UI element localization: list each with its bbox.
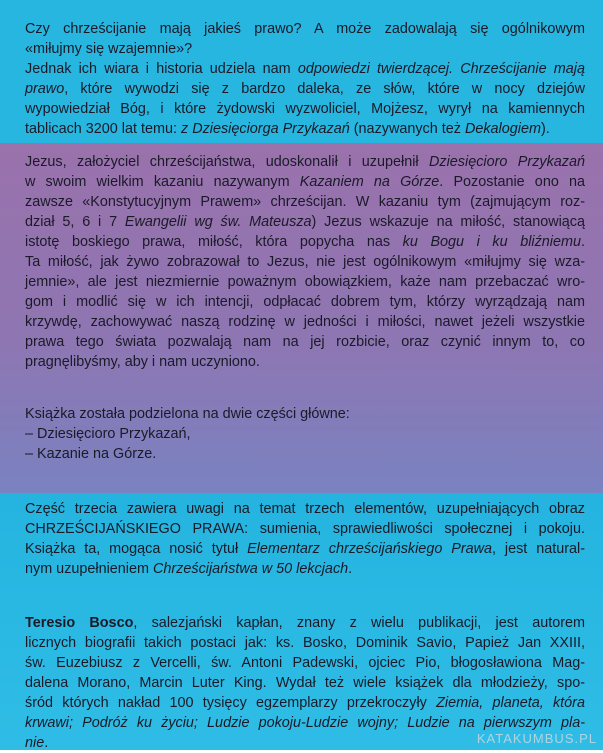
text-line: Czy chrześcijanie mają jakieś prawo? A może zadowalają się ogólnikowym: [25, 21, 585, 37]
text-line: Książka ta, mogąca nosić tytuł Elementarz chrześcijańskiego Prawa, jest natural-: [25, 541, 585, 557]
text-line: Ta miłość, jak żywo zobrazował to Jezus, nie jest ogólnikowym «miłujmy się wza-: [25, 254, 585, 270]
text-line: Część trzecia zawiera uwagi na temat trzech elementów, uzupełniających obraz: [25, 501, 585, 517]
text-line: jemnie», ale jest niezmiernie poważnym obowiązkiem, każe nam przebaczać wro-: [25, 274, 585, 290]
text-line: CHRZEŚCIJAŃSKIEGO PRAWA: sumienia, sprawiedliwości społecznej i pokoju.: [25, 521, 585, 537]
text-line: gom i modlić się w ich intencji, odpłacać dobrem tym, którzy wyrządzają nam: [25, 294, 585, 310]
text-line: dalena Morano, Marcin Luter King. Wydał też wiele książek dla młodzieży, spo-: [25, 675, 585, 691]
text-line: Książka została podzielona na dwie części główne:: [25, 406, 350, 422]
text-line: Teresio Bosco, salezjański kapłan, znany z wielu publikacji, jest autorem: [25, 615, 585, 631]
text-line: tablicach 3200 lat temu: z Dziesięciorga Przykazań (nazywanych też Dekalogiem).: [25, 121, 550, 137]
paragraph-sermon: [25, 152, 585, 372]
text-line: prawo, które wywodzi się z bardzo daleka, ze słów, które w nocy dziejów: [25, 81, 585, 97]
text-line: pragnęlibyśmy, aby i nam uczyniono.: [25, 354, 260, 370]
text-line: – Kazanie na Górze.: [25, 446, 157, 462]
watermark-text: KATAKUMBUS.PL: [476, 731, 597, 746]
text-line: śród których nakład 100 tysięcy egzemplarzy przekroczyły Ziemia, planeta, która: [25, 695, 585, 711]
text-line: krzywdę, zachowywać naszą rodzinę w jedności i miłości, nawet jeżeli wszystkie: [25, 314, 585, 330]
text-line: w swoim wielkim kazaniu nazywanym Kazaniem na Górze. Pozostanie ono na: [25, 174, 585, 190]
text-line: św. Euzebiusz z Vercelli, św. Antoni Padewski, ojciec Pio, błogosławiona Mag-: [25, 655, 585, 671]
text-line: istotę boskiego prawa, miłość, która popycha nas ku Bogu i ku bliźniemu.: [25, 234, 586, 250]
text-line: krwawi; Podróż ku życiu; Ludzie pokoju-Ludzie wojny; Ludzie na pierwszym pla-: [25, 715, 585, 731]
text-line: – Dziesięcioro Przykazań,: [25, 426, 191, 442]
text-line: nie.: [25, 735, 49, 751]
text-line: zawsze «Konstytucyjnym Prawem» chrześcijan. W kazaniu tym (zajmującym roz-: [25, 194, 585, 210]
paragraph-third-part: [25, 499, 585, 579]
paragraph-intro: [25, 19, 585, 139]
text-line: dział 5, 6 i 7 Ewangelii wg św. Mateusza) Jezus wskazuje na miłość, stanowiącą: [25, 214, 585, 230]
paragraph-book-parts: [25, 404, 585, 464]
text-line: «miłujmy się wzajemnie»?: [25, 41, 193, 57]
text-line: prawa tego świata pozwalają nam na jej rozbicie, oraz czynić innym to, co: [25, 334, 585, 350]
text-line: wypowiedział Bóg, i które żydowski wyzwoliciel, Mojżesz, wyrył na kamiennych: [25, 101, 585, 117]
text-line: Jednak ich wiara i historia udziela nam odpowiedzi twierdzącej. Chrześcijanie mają: [25, 61, 585, 77]
text-line: nym uzupełnieniem Chrześcijaństwa w 50 lekcjach.: [25, 561, 353, 577]
text-line: licznych biografii takich postaci jak: ks. Bosko, Dominik Savio, Papież Jan XXIII,: [25, 635, 585, 651]
text-line: Jezus, założyciel chrześcijaństwa, udoskonalił i uzupełnił Dziesięcioro Przykazań: [25, 154, 585, 170]
